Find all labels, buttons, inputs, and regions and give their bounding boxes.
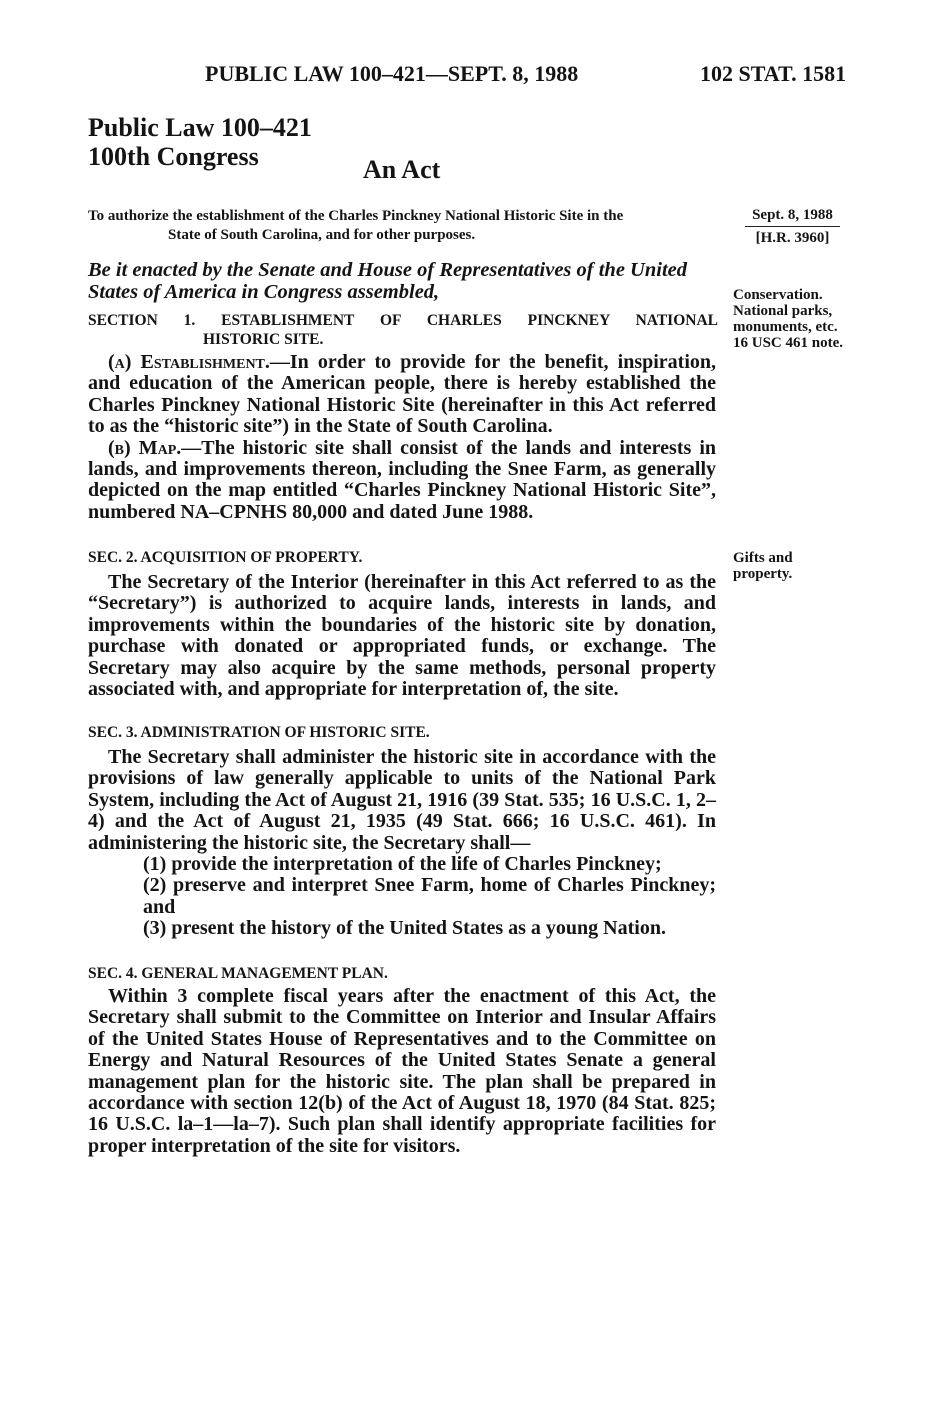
margin-note-gifts <box>733 550 843 582</box>
list-item: (2) preserve and interpret Snee Farm, home of Charles Pinckney; and <box>143 874 716 918</box>
section-4-body <box>88 986 716 1157</box>
running-header-title: PUBLIC LAW 100–421—SEPT. 8, 1988 <box>205 61 579 86</box>
margin-note-line: property. <box>733 566 793 582</box>
act-heading: An Act <box>363 155 441 184</box>
section-1-body <box>88 352 716 523</box>
section-4-text: Within 3 complete fiscal years after the enactment of this Act, the Secretary shall submit to the Committee on Interior and Insular Affairs of the United States House of Representatives and to the Committee on Energy and Natural Resources of the United States Senate a general management plan for the historic site. The plan shall be prepared in accordance with section 12(b) of the Act of August 18, 1970 (84 Stat. 825; 16 U.S.C. la–1—la–7). Such plan shall identify appropriate facilities for proper interpretation of the site for visitors. <box>88 985 716 1157</box>
law-identifier <box>88 113 312 171</box>
bill-number: [H.R. 3960] <box>755 230 830 246</box>
purpose-line-1: To authorize the establishment of the Charles Pinckney National Historic Site in the <box>88 208 624 224</box>
margin-note-conservation <box>733 287 863 351</box>
section-2-heading: SEC. 2. ACQUISITION OF PROPERTY. <box>88 549 363 566</box>
purpose-statement <box>88 207 720 245</box>
margin-note-line: 16 USC 461 note. <box>733 335 844 351</box>
list-item: (1) provide the interpretation of the life of Charles Pinckney; <box>143 853 662 876</box>
section-1-heading-line-2: HISTORIC SITE. <box>203 331 324 348</box>
enacting-clause: Be it enacted by the Senate and House of Representatives of the United States of America in Congress assembled, <box>88 259 688 303</box>
margin-note-line: Conservation. <box>733 287 823 303</box>
subsection-b-label: (b) Map. <box>108 436 182 459</box>
purpose-line-2: State of South Carolina, and for other purposes. <box>168 227 476 243</box>
subsection-a-label: (a) Establishment. <box>108 351 270 373</box>
subsection-a <box>88 352 716 438</box>
section-2-body <box>88 572 716 700</box>
margin-note-date <box>745 207 840 246</box>
list-item: (3) present the history of the United States as a young Nation. <box>143 917 666 940</box>
section-3-heading: SEC. 3. ADMINISTRATION OF HISTORIC SITE. <box>88 724 430 741</box>
section-3-body <box>88 747 716 940</box>
section-2-text: The Secretary of the Interior (hereinafter in this Act referred to as the “Secretary”) is authorized to acquire lands, interests in lands, and improvements within the boundaries of the historic site by donation, purchase with donated or appropriated funds, or exchange. The Secretary may also acquire by the same methods, personal property associated with, and appropriate for interpretation of, the site. <box>88 571 716 701</box>
public-law-number: Public Law 100–421 <box>88 113 312 142</box>
section-3-text: The Secretary shall administer the historic site in accordance with the provisions of law generally applicable to units of the National Park System, including the Act of August 21, 1916 (39 Stat. 535; 16 U.S.C. 1, 2–4) and the Act of August 21, 1935 (49 Stat. 666; 16 U.S.C. 461). In administering the historic site, the Secretary shall— <box>88 746 716 854</box>
section-1-heading-line-1: SECTION 1. ESTABLISHMENT OF CHARLES PINCKNEY NATIONAL <box>88 312 718 329</box>
margin-note-line: National parks, <box>733 303 833 319</box>
section-1-heading <box>88 311 718 349</box>
margin-note-line: monuments, etc. <box>733 319 838 335</box>
margin-note-line: Gifts and <box>733 550 793 566</box>
congress-number: 100th Congress <box>88 142 259 171</box>
subsection-b-text: —The historic site shall consist of the lands and interests in lands, and improvements thereon, including the Snee Farm, as generally depicted on the map entitled “Charles Pinckney National Historic Site”, numbered NA–CPNHS 80,000 and dated June 1988. <box>88 436 716 523</box>
enactment-date: Sept. 8, 1988 <box>745 207 840 227</box>
running-header-stat: 102 STAT. 1581 <box>700 61 847 86</box>
subsection-b <box>88 438 716 524</box>
section-4-heading: SEC. 4. GENERAL MANAGEMENT PLAN. <box>88 965 388 982</box>
subsection-a-text: —In order to provide for the benefit, inspiration, and education of the American people, there is hereby established the Charles Pinckney National Historic Site (hereinafter in this Act referred to as the “historic site”) in the State of South Carolina. <box>88 351 716 438</box>
